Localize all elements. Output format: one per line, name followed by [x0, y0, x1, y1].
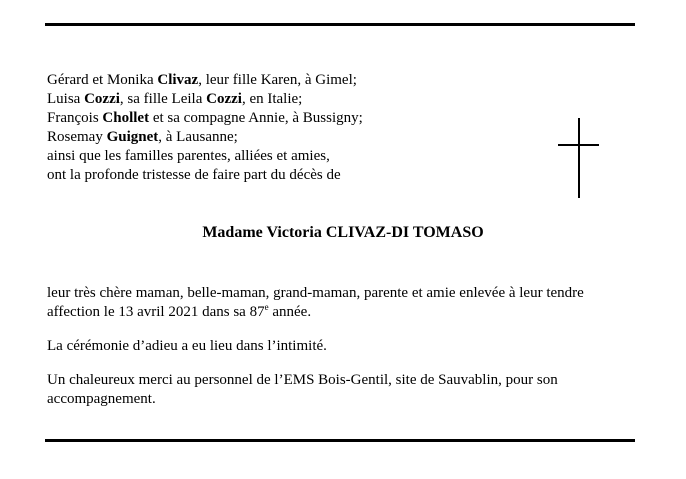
thanks-line-2: accompagnement. — [47, 391, 156, 407]
cross-horizontal-bar — [558, 144, 599, 146]
ordinal-superscript: e — [264, 302, 269, 312]
tribute-line-1: leur très chère maman, belle-maman, grand-maman, parente et amie enlevée à leur tendre — [47, 285, 584, 301]
surname-cozzi: Cozzi — [84, 91, 120, 107]
family-line-4: Rosemay Guignet, à Lausanne; — [47, 129, 238, 145]
family-line-1: Gérard et Monika Clivaz, leur fille Karen, à Gimel; — [47, 72, 357, 88]
deceased-name: Madame Victoria CLIVAZ-DI TOMASO — [202, 224, 484, 241]
family-line-6: ont la profonde tristesse de faire part du décès de — [47, 167, 341, 183]
surname-clivaz: Clivaz — [157, 72, 199, 88]
bottom-rule — [45, 439, 635, 442]
cross-icon — [558, 118, 600, 200]
surname-guignet: Guignet — [106, 129, 159, 145]
family-announcement — [47, 71, 547, 185]
family-line-5: ainsi que les familles parentes, alliées et amies, — [47, 148, 330, 164]
paragraph-tribute — [47, 284, 637, 322]
family-line-2: Luisa Cozzi, sa fille Leila Cozzi, en Italie; — [47, 91, 303, 107]
top-rule — [45, 23, 635, 26]
cross-vertical-bar — [578, 118, 580, 198]
family-line-3: François Chollet et sa compagne Annie, à Bussigny; — [47, 110, 363, 126]
thanks-line-1: Un chaleureux merci au personnel de l’EMS Bois-Gentil, site de Sauvablin, pour son — [47, 372, 558, 388]
tribute-line-2: affection le 13 avril 2021 dans sa 87e année. — [47, 302, 312, 320]
paragraph-thanks — [47, 371, 637, 409]
paragraph-ceremony: La cérémonie d’adieu a eu lieu dans l’intimité. — [47, 338, 327, 354]
surname-cozzi-2: Cozzi — [206, 91, 242, 107]
surname-chollet: Chollet — [102, 110, 150, 126]
